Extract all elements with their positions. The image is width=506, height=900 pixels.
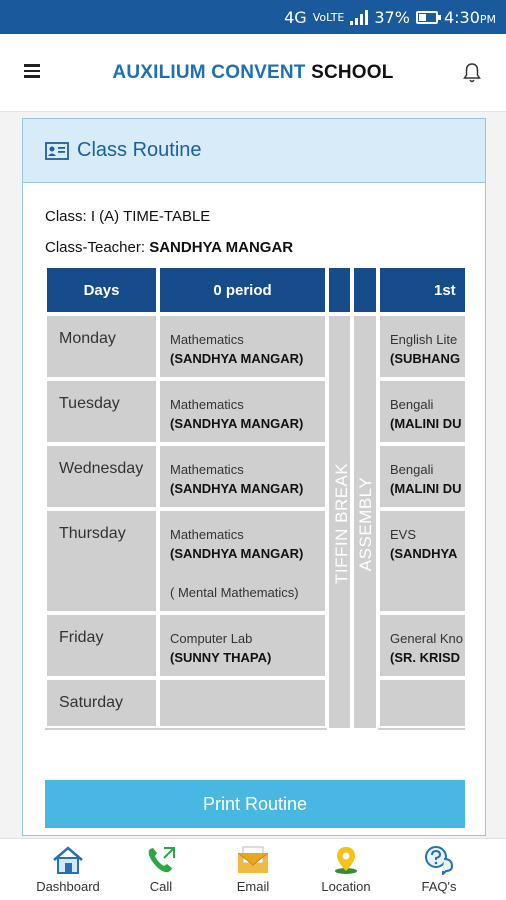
day-cell: Tuesday <box>45 379 158 444</box>
day-cell: Saturday <box>45 678 158 728</box>
timetable[interactable] <box>45 266 465 730</box>
nav-location-label: Location <box>321 879 371 894</box>
period-cell[interactable]: Mathematics (SANDHYA MANGAR) <box>158 314 327 379</box>
period-cell[interactable]: Bengali (MALINI DU <box>378 444 465 509</box>
period-cell[interactable]: English Lite (SUBHANG <box>378 314 465 379</box>
day-cell: Friday <box>45 613 158 678</box>
network-type: 4G <box>284 7 307 27</box>
home-icon <box>51 845 85 875</box>
period-cell[interactable]: Mathematics (SANDHYA MANGAR) <box>158 444 327 509</box>
period-cell[interactable]: Mathematics (SANDHYA MANGAR) ( Mental Mathematics) <box>158 509 327 613</box>
notification-bell-icon[interactable] <box>462 62 482 84</box>
tiffin-break-column <box>327 314 352 730</box>
app-title <box>0 62 506 84</box>
period-cell[interactable]: Bengali (MALINI DU <box>378 379 465 444</box>
class-label: Class: I (A) TIME-TABLE <box>45 208 211 225</box>
app-header <box>0 34 506 112</box>
battery-percent: 37% <box>374 7 410 27</box>
class-routine-card <box>22 118 486 836</box>
class-teacher-line <box>45 239 293 256</box>
col-header-period-1: 1st <box>378 266 465 314</box>
period-cell[interactable]: EVS (SANDHYA <box>378 509 465 613</box>
period-cell[interactable] <box>378 678 465 728</box>
nav-dashboard[interactable] <box>23 845 113 894</box>
signal-icon <box>350 9 368 25</box>
card-header <box>23 119 485 183</box>
volte-indicator: VoLTE <box>312 10 345 24</box>
assembly-label: ASSEMBLY <box>356 476 375 572</box>
tiffin-break-label: TIFFIN BREAK <box>332 462 351 584</box>
envelope-icon <box>236 845 270 875</box>
col-header-break <box>327 266 352 314</box>
nav-call-label: Call <box>149 879 173 894</box>
col-header-period-0: 0 period <box>158 266 327 314</box>
app-title-suffix: SCHOOL <box>311 62 394 83</box>
nav-email-label: Email <box>236 879 270 894</box>
battery-icon <box>416 11 438 24</box>
bottom-navigation <box>0 838 506 900</box>
question-bubble-icon <box>422 845 456 875</box>
period-cell[interactable] <box>158 678 327 728</box>
period-cell[interactable]: Mathematics (SANDHYA MANGAR) <box>158 379 327 444</box>
nav-faqs-label: FAQ's <box>421 879 457 894</box>
nav-location[interactable] <box>301 845 391 894</box>
print-routine-button[interactable]: Print Routine <box>45 780 465 828</box>
day-cell: Monday <box>45 314 158 379</box>
nav-call[interactable] <box>116 845 206 894</box>
id-card-icon <box>45 142 69 160</box>
nav-dashboard-label: Dashboard <box>36 879 100 894</box>
phone-icon <box>144 845 178 875</box>
class-teacher-label: Class-Teacher: <box>45 239 146 256</box>
status-bar <box>0 0 506 34</box>
period-cell[interactable]: Computer Lab (SUNNY THAPA) <box>158 613 327 678</box>
nav-email[interactable] <box>208 845 298 894</box>
period-cell[interactable]: General Kno (SR. KRISD <box>378 613 465 678</box>
col-header-days: Days <box>45 266 158 314</box>
col-header-assembly <box>352 266 378 314</box>
map-pin-icon <box>329 845 363 875</box>
nav-faqs[interactable] <box>394 845 484 894</box>
clock: 4:30PM <box>443 7 496 27</box>
day-cell: Wednesday <box>45 444 158 509</box>
card-title: Class Routine <box>77 139 202 161</box>
day-cell: Thursday <box>45 509 158 613</box>
class-teacher-name: SANDHYA MANGAR <box>149 239 294 256</box>
assembly-column <box>352 314 378 730</box>
app-title-main: AUXILIUM CONVENT <box>112 62 306 83</box>
